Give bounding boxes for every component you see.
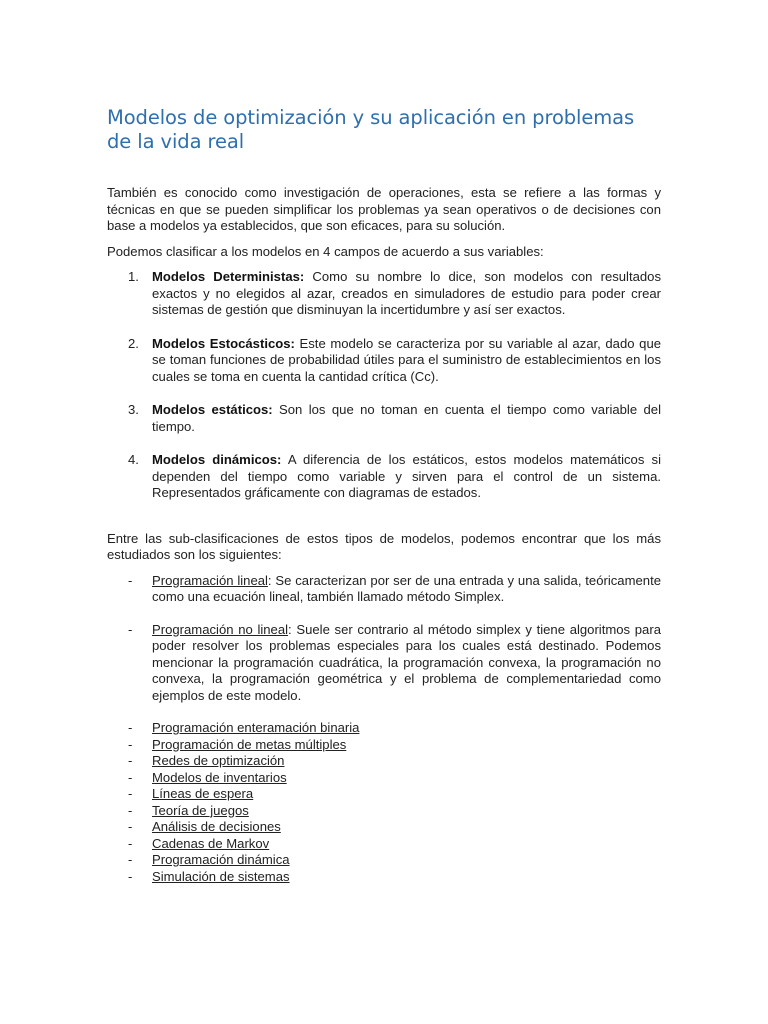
- model-description: A diferencia de los estáticos, estos modelos matemáticos si dependen del tiempo como variable y sirven para el control de un sistema. Representados gráficamente con diagramas de estados.: [152, 452, 661, 500]
- list-item: [107, 869, 661, 886]
- models-list: [107, 269, 661, 502]
- dash-bullet: -: [128, 769, 133, 785]
- subclass-link[interactable]: Programación no lineal: [152, 621, 289, 637]
- list-number: 1.: [128, 269, 139, 284]
- list-item: [107, 622, 661, 705]
- list-number: 2.: [128, 335, 139, 351]
- list-item: [107, 753, 661, 770]
- subclass-intro-paragraph: Entre las sub-clasificaciones de estos tipos de modelos, podemos encontrar que los más estudiados son los siguientes:: [107, 530, 661, 562]
- subclass-link[interactable]: Redes de optimización: [152, 753, 285, 768]
- subclass-link[interactable]: Programación de metas múltiples: [152, 736, 347, 752]
- model-description: Este modelo se caracteriza por su variable al azar, dado que se toman funciones de probabilidad útiles para el suministro de establecimientos en los cuales se toma en cuenta la cantidad crítica (Cc).: [152, 335, 662, 384]
- list-item: [107, 452, 661, 502]
- dash-bullet: -: [128, 868, 133, 884]
- dash-bullet: -: [128, 786, 133, 801]
- list-number: 3.: [128, 402, 139, 417]
- list-item: [107, 720, 661, 737]
- subclass-detailed-list: [107, 573, 661, 705]
- dash-bullet: -: [128, 572, 133, 588]
- model-term: Modelos Estocásticos:: [152, 335, 295, 351]
- dash-bullet: -: [128, 720, 133, 735]
- subclass-list: [107, 720, 661, 885]
- list-item: [107, 786, 661, 803]
- model-term: Modelos estáticos:: [152, 402, 273, 417]
- list-item: [107, 336, 661, 386]
- model-term: Modelos Deterministas:: [152, 269, 305, 284]
- model-description: Son los que no toman en cuenta el tiempo como variable del tiempo.: [152, 402, 661, 434]
- dash-bullet: -: [128, 736, 133, 752]
- dash-bullet: -: [128, 621, 133, 637]
- document-page: [107, 106, 661, 885]
- subclass-link[interactable]: Modelos de inventarios: [152, 769, 287, 785]
- intro-paragraph: También es conocido como investigación de operaciones, esta se refiere a las formas y técnicas en que se pueden simplificar los problemas ya sean operativos o de decisiones con base a modelos ya establecidos, que son eficaces, para su solución.: [107, 185, 661, 233]
- classify-paragraph: Podemos clasificar a los modelos en 4 campos de acuerdo a sus variables:: [107, 243, 544, 259]
- list-item: [107, 402, 661, 435]
- subclass-description: : Se caracterizan por ser de una entrada y una salida, teóricamente como una ecuación lineal, también llamado método Simplex.: [152, 572, 661, 604]
- list-item: [107, 803, 661, 820]
- dash-bullet: -: [128, 835, 133, 851]
- page-title: Modelos de optimización y su aplicación en problemas de la vida real: [107, 106, 635, 153]
- list-item: [107, 573, 661, 606]
- subclass-link[interactable]: Líneas de espera: [152, 786, 254, 801]
- list-item: [107, 737, 661, 754]
- subclass-link[interactable]: Análisis de decisiones: [152, 819, 281, 834]
- list-item: [107, 819, 661, 836]
- subclass-link[interactable]: Programación dinámica: [152, 852, 290, 867]
- subclass-link[interactable]: Programación enteramación binaria: [152, 720, 360, 735]
- list-item: [107, 836, 661, 853]
- dash-bullet: -: [128, 852, 133, 867]
- subclass-link[interactable]: Simulación de sistemas: [152, 868, 290, 884]
- list-item: [107, 770, 661, 787]
- list-item: [107, 269, 661, 319]
- subclass-description: : Suele ser contrario al método simplex y tiene algoritmos para poder resolver los problemas especiales para los cuales está destinado. Podemos mencionar la programación cuadrática, la programación convexa, la programación no convexa, la programación geométrica y el problema de complementariedad como ejemplos de este modelo.: [152, 621, 661, 703]
- list-item: [107, 852, 661, 869]
- subclass-link[interactable]: Cadenas de Markov: [152, 835, 270, 851]
- dash-bullet: -: [128, 802, 133, 818]
- model-description: Como su nombre lo dice, son modelos con resultados exactos y no elegidos al azar, creados en simuladores de estudio para poder crear sistemas de gestión que disminuyan la incertidumbre y así ser exactos.: [152, 269, 661, 317]
- list-number: 4.: [128, 452, 139, 467]
- model-term: Modelos dinámicos:: [152, 452, 282, 467]
- dash-bullet: -: [128, 819, 133, 834]
- subclass-link[interactable]: Programación lineal: [152, 572, 268, 588]
- subclass-link[interactable]: Teoría de juegos: [152, 802, 249, 818]
- dash-bullet: -: [128, 753, 133, 768]
